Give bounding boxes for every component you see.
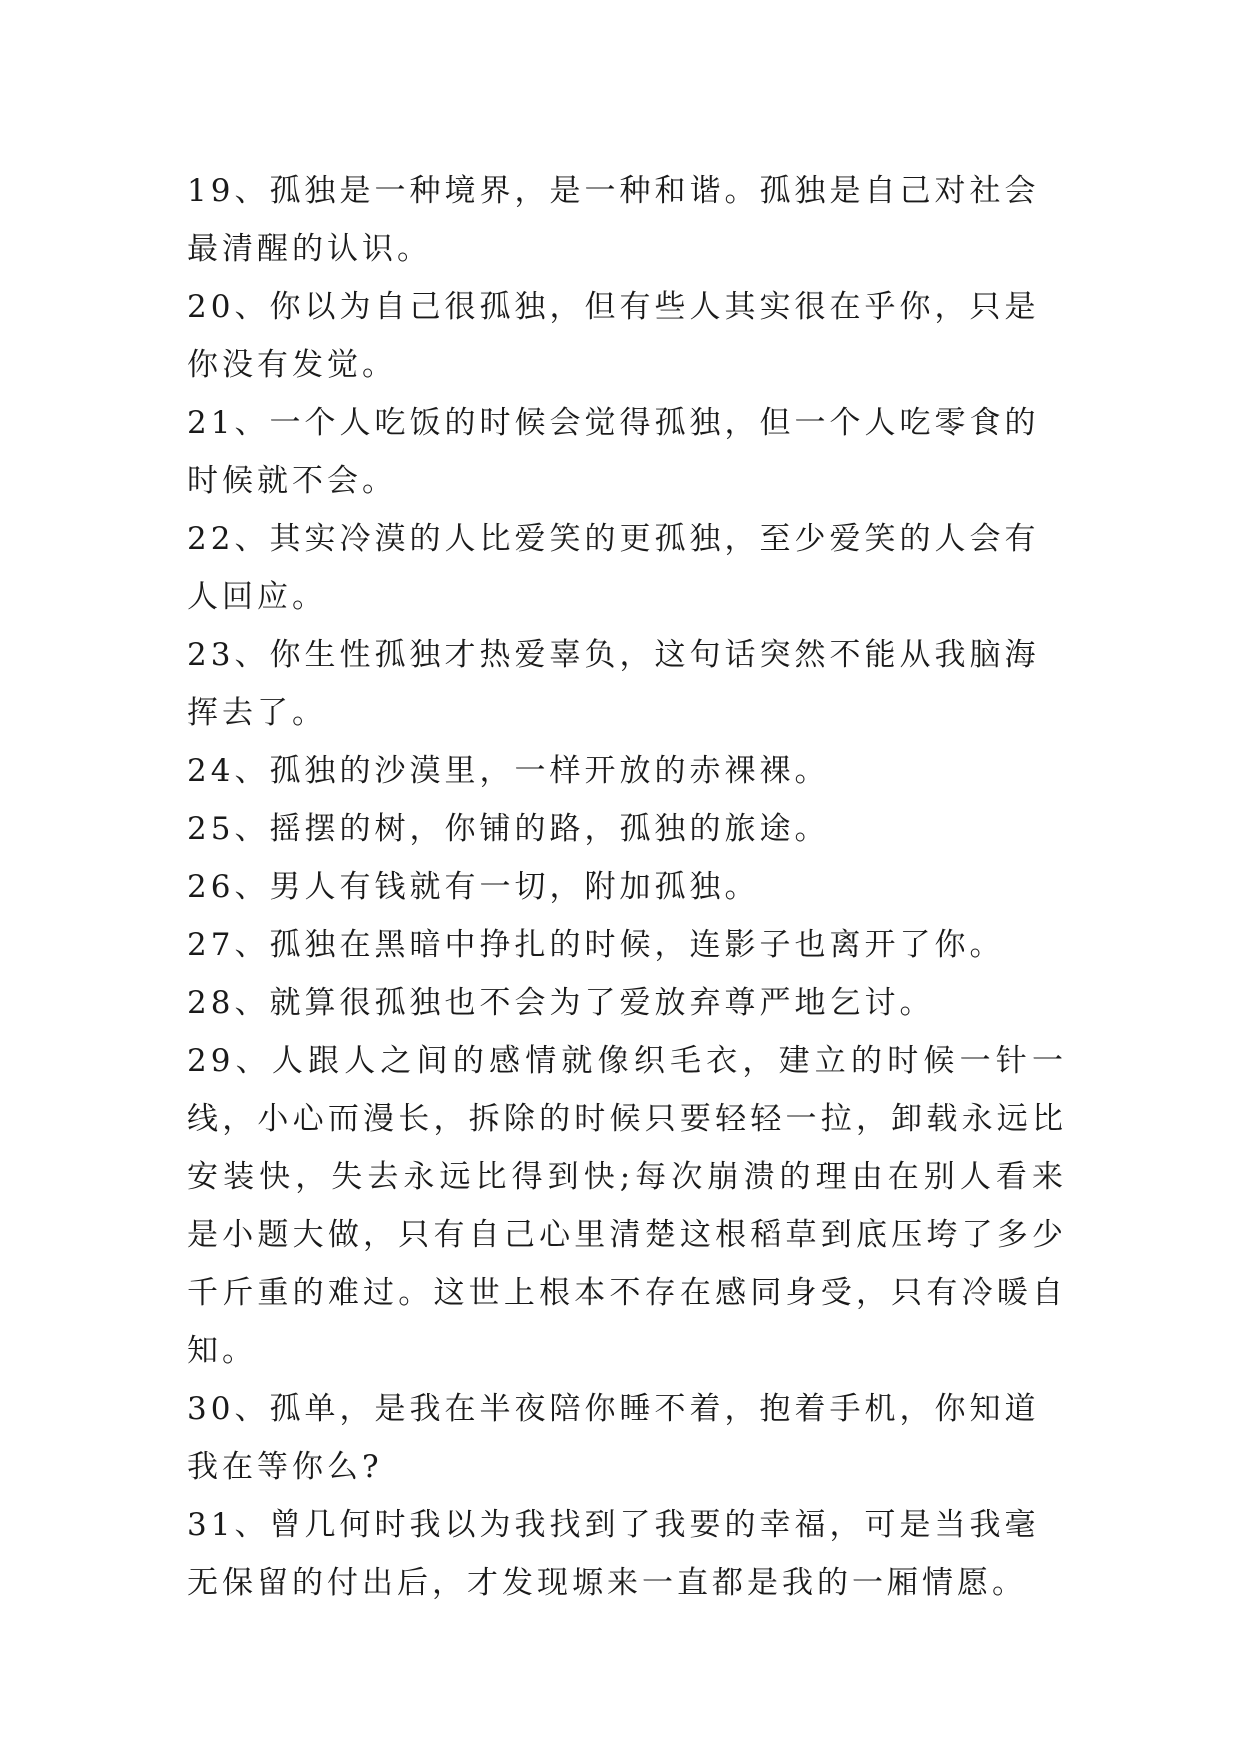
paragraph-30: 30、孤单，是我在半夜陪你睡不着，抱着手机，你知道我在等你么? [187,1391,1040,1485]
document-body [187,162,1067,1612]
paragraph-28: 28、就算很孤独也不会为了爱放弃尊严地乞讨。 [187,985,935,1021]
paragraph-29: 29、人跟人之间的感情就像织毛衣，建立的时候一针一线，小心而漫长，拆除的时候只要轻轻一拉，卸载永远比安装快，失去永远比得到快;每次崩溃的理由在别人看来是小题大做，只有自己心里清楚这根稻草到底压垮了多少千斤重的难过。这世上根本不存在感同身受，只有冷暖自知。 [187,1043,1067,1369]
paragraph-23: 23、你生性孤独才热爱辜负，这句话突然不能从我脑海挥去了。 [187,637,1040,731]
paragraph-24: 24、孤独的沙漠里，一样开放的赤裸裸。 [187,753,830,789]
paragraph-25: 25、摇摆的树，你铺的路，孤独的旅途。 [187,811,830,847]
paragraph-26: 26、男人有钱就有一切，附加孤独。 [187,869,760,905]
paragraph-27: 27、孤独在黑暗中挣扎的时候，连影子也离开了你。 [187,927,1005,963]
paragraph-19: 19、孤独是一种境界，是一种和谐。孤独是自己对社会最清醒的认识。 [187,173,1040,267]
paragraph-20: 20、你以为自己很孤独，但有些人其实很在乎你，只是你没有发觉。 [187,289,1040,383]
paragraph-22: 22、其实冷漠的人比爱笑的更孤独，至少爱笑的人会有人回应。 [187,521,1040,615]
paragraph-31: 31、曾几何时我以为我找到了我要的幸福，可是当我毫无保留的付出后，才发现塬来一直都是我的一厢情愿。 [187,1507,1040,1601]
paragraph-21: 21、一个人吃饭的时候会觉得孤独，但一个人吃零食的时候就不会。 [187,405,1040,499]
